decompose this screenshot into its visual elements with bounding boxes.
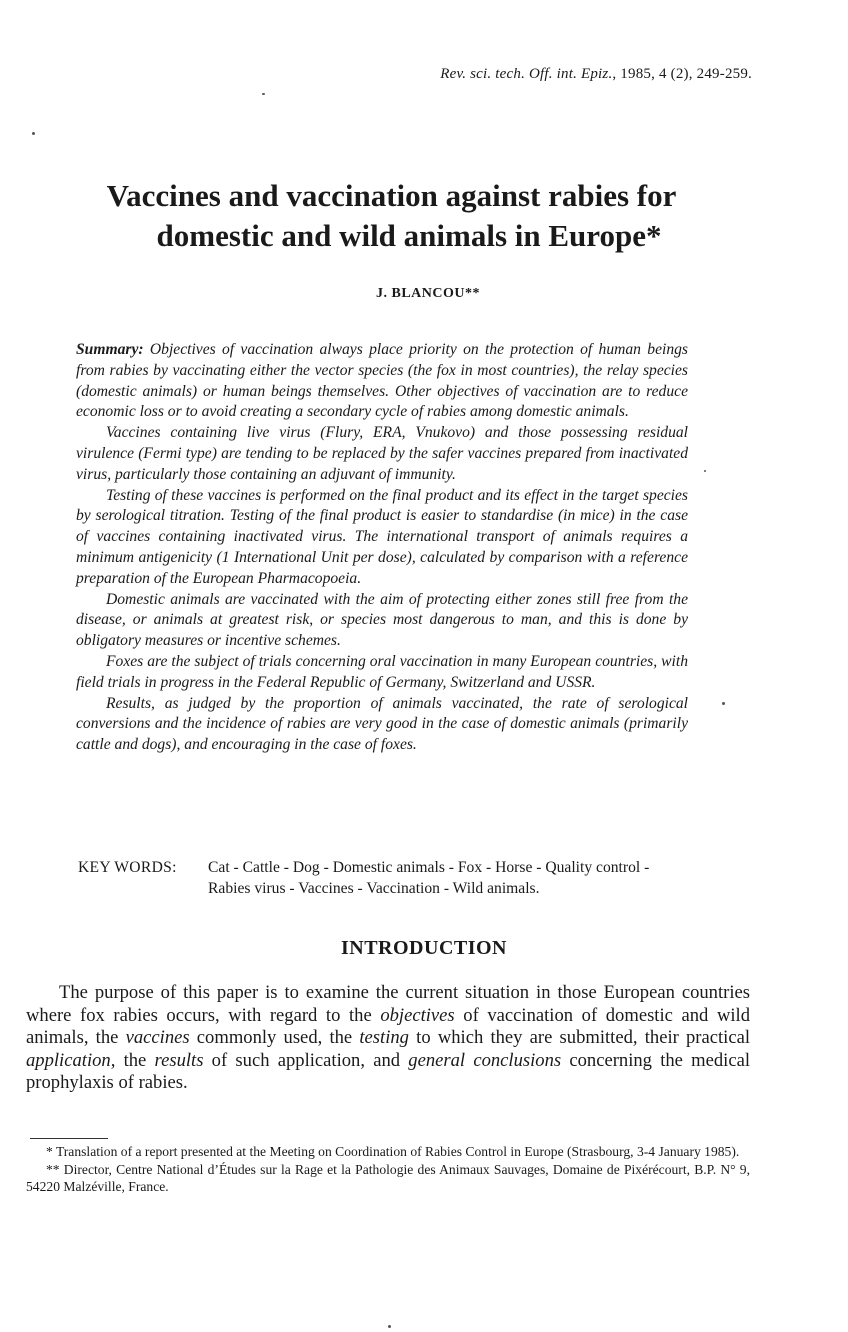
keywords-section: [78, 857, 698, 899]
keywords-list: Cat - Cattle - Dog - Domestic animals - Fox - Horse - Quality control - Rabies virus - Vaccines - Vaccination - Wild animals.: [208, 859, 650, 897]
footnote-1: * Translation of a report presented at the Meeting on Coordination of Rabies Control in Europe (Strasbourg, 3-4 January 1985).: [46, 1144, 740, 1159]
intro-text-3: commonly used, the: [189, 1027, 360, 1048]
summary-paragraph-2: Vaccines containing live virus (Flury, ERA, Vnukovo) and those possessing residual virulence (Fermi type) are tending to be replaced by the safer vaccines prepared from inactivated virus, particularly those containing an adjuvant of immunity.: [76, 424, 688, 483]
intro-text-7: concerning the medical prophylaxis of rabies.: [26, 1049, 750, 1093]
introduction-body: [26, 982, 750, 1095]
author-name: J. BLANCOU**: [375, 286, 480, 301]
footnotes-section: [26, 1143, 750, 1196]
intro-text-4: to which they are submitted, their practical: [408, 1027, 751, 1048]
footnote-2: ** Director, Centre National d’Études sur la Rage et la Pathologie des Animaux Sauvages, Domaine de Pixérécourt, B.P. N° 9, 54220 Malzéville, France.: [26, 1161, 750, 1194]
footnote-divider: [30, 1138, 108, 1139]
intro-emphasis-objectives: objectives: [380, 1004, 455, 1026]
scan-speck: [388, 1325, 391, 1328]
summary-text-1: Objectives of vaccination always place priority on the protection of human beings from rabies by vaccinating either the vector species (the fox in most countries), the relay species (domestic animals) or human beings themselves. Other objectives of vaccination are to reduce economic loss or to avoid creating a secondary cycle of rabies among domestic animals.: [76, 341, 688, 421]
summary-section: [76, 340, 688, 756]
intro-emphasis-conclusions: general conclusions: [408, 1049, 562, 1071]
intro-emphasis-testing: testing: [359, 1027, 409, 1048]
intro-text-5: the: [115, 1049, 155, 1071]
scan-speck: [704, 470, 706, 472]
summary-paragraph-4: Domestic animals are vaccinated with the aim of protecting either zones still free from the disease, or animals at greatest risk, or species most dangerous to man, and this is done by obligatory measures or incentive schemes.: [76, 590, 688, 650]
summary-paragraph-6: Results, as judged by the proportion of animals vaccinated, the rate of serological conversions and the incidence of rabies are very good in the case of domestic animals (primarily cattle and dogs), and encouraging in the case of foxes.: [76, 694, 688, 754]
introduction-heading: INTRODUCTION: [340, 937, 508, 959]
title-line-2: domestic and wild animals in Europe*: [156, 218, 662, 253]
title-line-1: Vaccines and vaccination against rabies for: [106, 178, 677, 213]
intro-text-1: The purpose of this paper is to examine the current situation in those European countries where fox rabies occurs, with regard to the: [26, 982, 750, 1026]
intro-emphasis-results: results: [154, 1049, 204, 1071]
scan-speck: [722, 702, 725, 705]
article-title: [0, 176, 848, 256]
intro-text-2: of vaccination of domestic and wild animals, the: [26, 1004, 750, 1048]
scan-speck: [262, 93, 265, 95]
summary-label: Summary:: [76, 341, 144, 358]
scan-speck: [32, 132, 35, 135]
intro-text-6: of such application, and: [203, 1049, 409, 1071]
summary-paragraph-3: Testing of these vaccines is performed on the final product and its effect in the target species by serological titration. Testing of the final product is easier to standardise (in mice) in the case of vaccines containing inactivated virus. The international transport of animals requires a minimum antigenicity (1 International Unit per dose), calculated by comparison with a reference preparation of the European Pharmacopoeia.: [76, 486, 688, 587]
journal-details: , 1985, 4 (2), 249-259.: [612, 66, 752, 82]
introduction-paragraph: [26, 982, 750, 1095]
journal-citation: [440, 66, 752, 83]
intro-emphasis-vaccines: vaccines: [125, 1027, 190, 1048]
keywords-label: KEY WORDS:: [78, 859, 177, 876]
intro-emphasis-application: application,: [26, 1049, 116, 1071]
summary-paragraph-1: [76, 340, 688, 423]
summary-paragraph-5: Foxes are the subject of trials concerning oral vaccination in many European countries, with field trials in progress in the Federal Republic of Germany, Switzerland and USSR.: [76, 652, 688, 691]
journal-name: Rev. sci. tech. Off. int. Epiz.: [440, 66, 613, 82]
